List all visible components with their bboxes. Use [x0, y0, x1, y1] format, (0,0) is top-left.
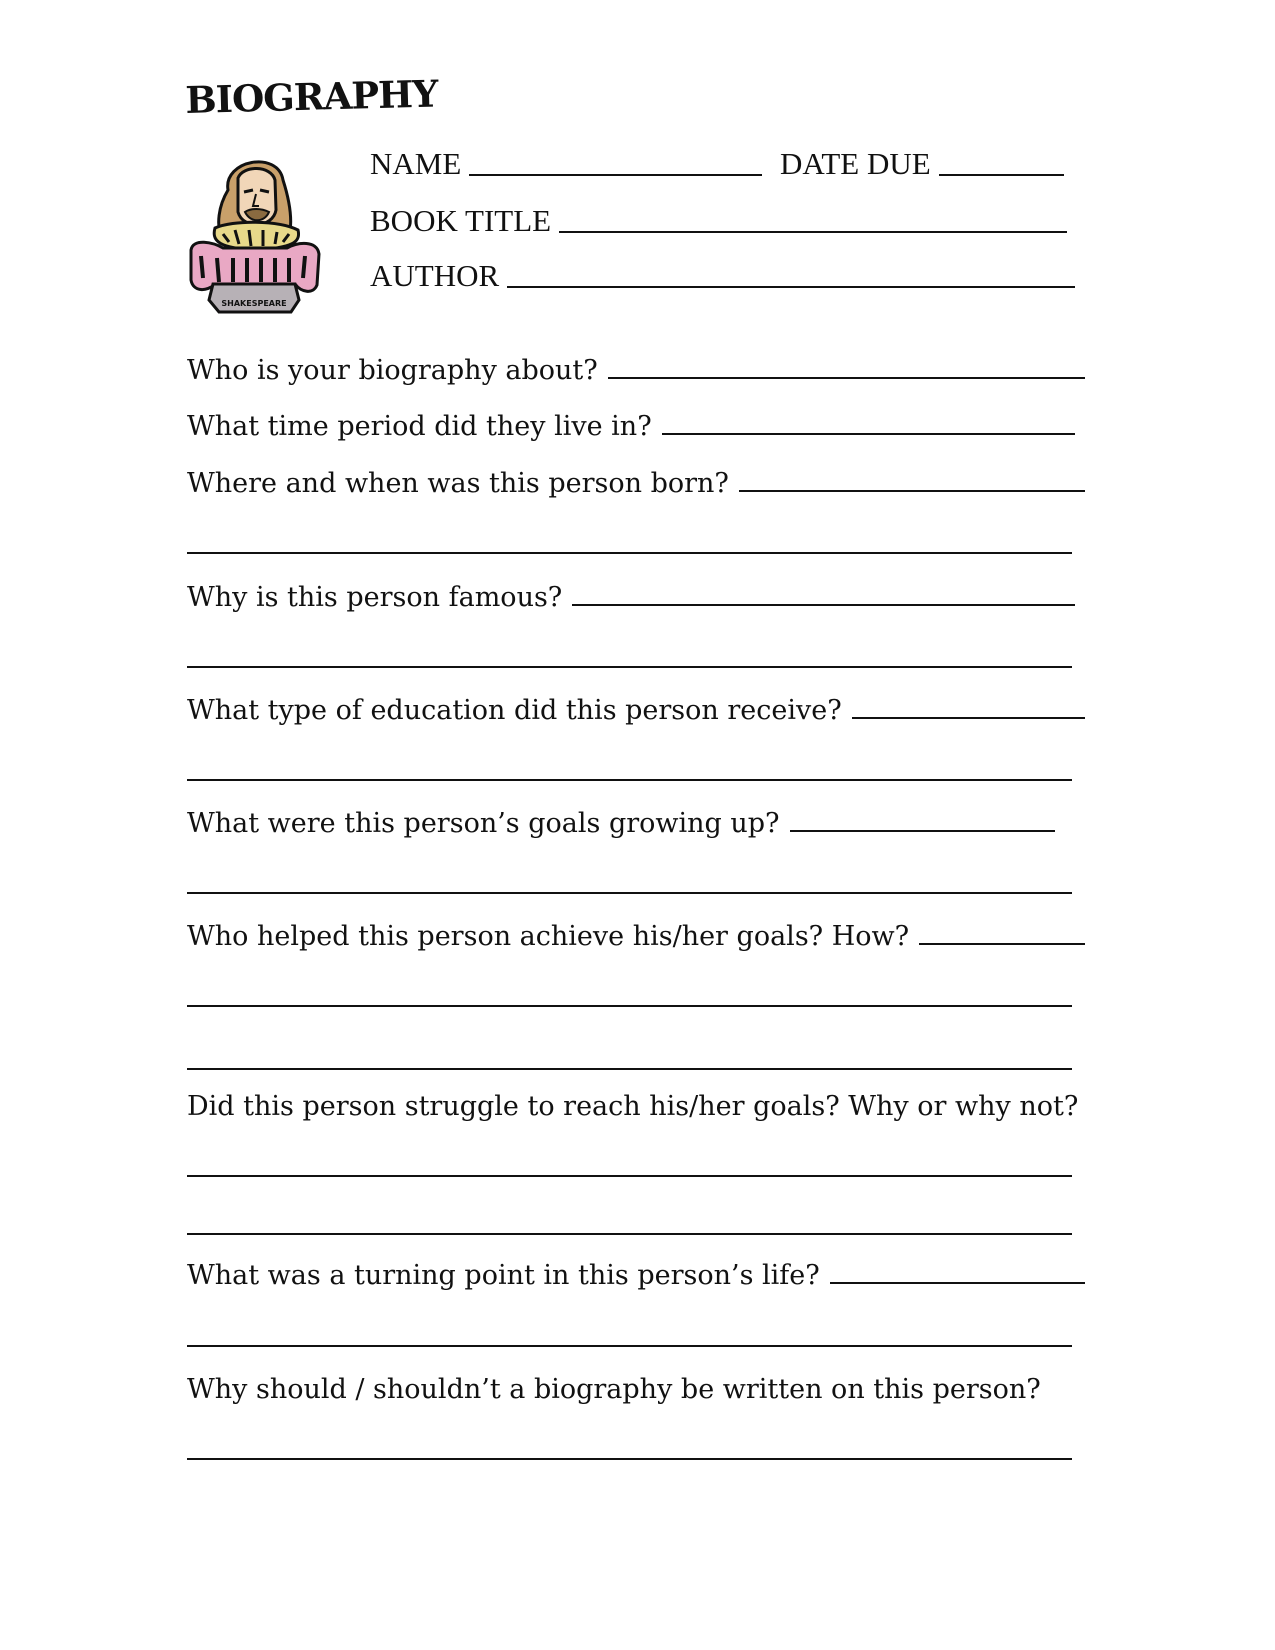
question-text: What were this person’s goals growing up?	[187, 808, 780, 839]
date-due-label: DATE DUE	[780, 146, 931, 181]
author-blank[interactable]	[507, 285, 1075, 288]
question-row	[187, 1260, 1085, 1291]
answer-blank[interactable]	[662, 433, 1075, 435]
answer-blank[interactable]	[572, 604, 1075, 606]
answer-line[interactable]	[187, 1068, 1072, 1070]
answer-line[interactable]	[187, 1458, 1072, 1460]
answer-line[interactable]	[187, 892, 1072, 894]
portrait-caption: SHAKESPEARE	[221, 299, 287, 308]
answer-line[interactable]	[187, 1233, 1072, 1235]
answer-blank[interactable]	[852, 717, 1085, 719]
answer-line[interactable]	[187, 779, 1072, 781]
question-text: What type of education did this person receive?	[187, 695, 842, 726]
question-text: Why should / shouldn’t a biography be written on this person?	[187, 1374, 1041, 1405]
answer-blank[interactable]	[608, 377, 1085, 379]
question-text: Who is your biography about?	[187, 355, 598, 386]
author-label: AUTHOR	[370, 258, 500, 293]
book-title-field[interactable]	[370, 203, 1067, 239]
worksheet-title: BIOGRAPHY	[184, 71, 438, 122]
question-row	[187, 468, 1085, 499]
question-row	[187, 695, 1085, 726]
answer-line[interactable]	[187, 552, 1072, 554]
answer-blank[interactable]	[790, 830, 1055, 832]
question-text: What was a turning point in this person’s life?	[187, 1260, 820, 1291]
question-row	[187, 1374, 1085, 1405]
question-text: Why is this person famous?	[187, 582, 563, 613]
answer-line[interactable]	[187, 1345, 1072, 1347]
author-field[interactable]	[370, 258, 1075, 294]
question-text: Where and when was this person born?	[187, 468, 729, 499]
date-due-field[interactable]	[780, 146, 1064, 182]
question-text: Did this person struggle to reach his/her goals? Why or why not?	[187, 1091, 1079, 1122]
answer-line[interactable]	[187, 1175, 1072, 1177]
name-field[interactable]	[370, 146, 762, 182]
question-text: Who helped this person achieve his/her goals? How?	[187, 921, 910, 952]
answer-blank[interactable]	[739, 490, 1085, 492]
question-row	[187, 1091, 1090, 1122]
question-row	[187, 808, 1055, 839]
question-row	[187, 582, 1075, 613]
shakespeare-bust-icon	[183, 150, 325, 315]
name-label: NAME	[370, 146, 462, 181]
answer-blank[interactable]	[830, 1282, 1085, 1284]
question-text: What time period did they live in?	[187, 411, 652, 442]
answer-line[interactable]	[187, 1005, 1072, 1007]
question-row	[187, 355, 1085, 386]
question-row	[187, 411, 1075, 442]
shakespeare-portrait	[183, 150, 325, 315]
name-blank[interactable]	[469, 173, 762, 176]
question-row	[187, 921, 1085, 952]
book-title-blank[interactable]	[559, 230, 1067, 233]
book-title-label: BOOK TITLE	[370, 203, 552, 238]
answer-blank[interactable]	[919, 943, 1085, 945]
date-due-blank[interactable]	[939, 173, 1064, 176]
answer-line[interactable]	[187, 666, 1072, 668]
